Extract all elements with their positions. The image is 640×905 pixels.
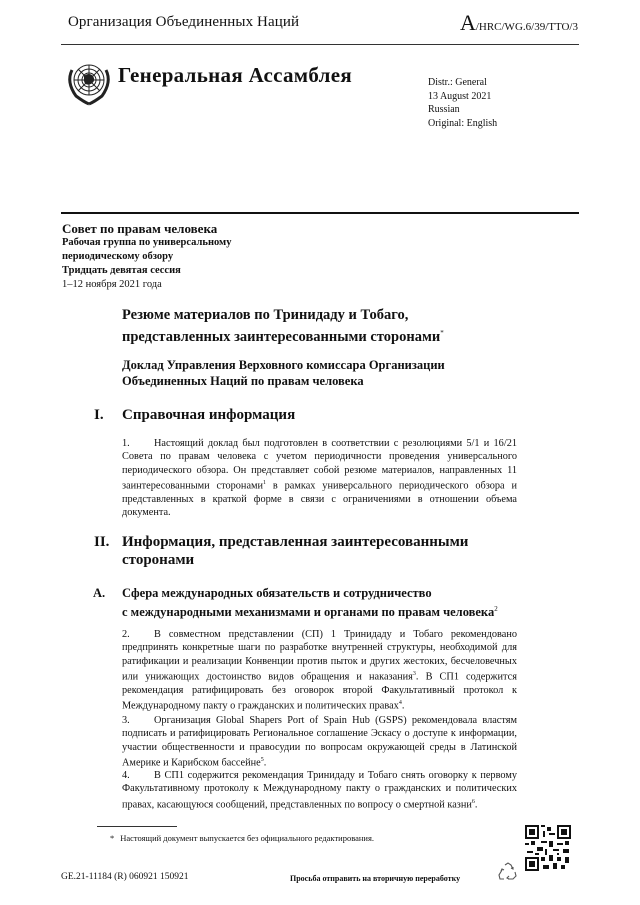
paragraph-text: в рамках универсального периодического обзора и представленных в краткой форме в связи с ограничениями в отношении объема документа. <box>122 480 517 518</box>
document-subtitle <box>122 357 542 389</box>
paragraph-4 <box>122 769 517 811</box>
footnote-ref[interactable]: 1 <box>263 479 267 486</box>
section-number: II. <box>94 534 110 550</box>
symbol-suffix: /HRC/WG.6/39/TTO/3 <box>475 21 578 33</box>
distribution-type: Distr.: General <box>428 77 487 88</box>
subsection-number: A. <box>93 586 106 600</box>
paragraph-text: В совместном представлении (СП) 1 Тринидаду и Тобаго рекомендовано предпринять конкретные шаги по разработке внутренней структуры, необходимой для ратификации и реализации Конвенции против пыток и других жестоких, бесчеловечных или унижающих достоинство видов обращения и наказания <box>122 629 517 683</box>
paragraph-number: 1. <box>122 438 130 449</box>
paragraph-number: 4. <box>122 770 130 781</box>
footnote <box>110 833 374 843</box>
original-language: Original: English <box>428 117 498 129</box>
document-title <box>122 306 542 346</box>
paragraph-number: 3. <box>122 715 130 726</box>
paragraph-1 <box>122 437 517 519</box>
paragraph-text: . В СП1 содержится рекомендация ратифицировать без оговорок второй Факультативный протокол к Международному пакту о гражданских и политических правах <box>122 671 517 712</box>
footnote-ref[interactable]: 5 <box>260 756 264 763</box>
session-dates: 1–12 ноября 2021 года <box>62 279 162 290</box>
paragraph-text: . <box>401 700 405 712</box>
document-symbol <box>460 10 578 36</box>
recycle-notice: Просьба отправить на вторичную переработку <box>290 874 461 883</box>
paragraph-text: Организация Global Shapers Port of Spain Hub (GSPS) рекомендовала властям подписать и ратифицировать Региональное соглашение Эскасу о доступе к информации, участии общественности и правосудии по вопросам окружающей среды в Латинской Америке и Карибском бассейне <box>122 715 517 769</box>
section-number: I. <box>94 407 104 423</box>
distribution-block <box>428 76 497 130</box>
subtitle-line1: Доклад Управления Верховного комиссара Организации <box>122 358 445 372</box>
title-line2: представленных заинтересованными сторонами <box>122 328 441 345</box>
un-emblem-icon <box>64 56 114 106</box>
paragraph-2 <box>122 628 517 713</box>
section-title: Информация, представленная заинтересованными сторонами <box>122 534 469 568</box>
paragraph-3 <box>122 714 517 770</box>
masthead-divider <box>61 212 579 214</box>
footnote-divider <box>97 826 177 827</box>
paragraph-text: . <box>474 799 478 811</box>
footnote-mark: * <box>110 833 115 843</box>
issue-date: 13 August 2021 <box>428 90 492 102</box>
footnote-ref[interactable]: 4 <box>398 699 402 706</box>
qr-code-icon[interactable] <box>525 825 571 871</box>
body-title: Генеральная Ассамблея <box>118 63 353 87</box>
recycle-icon <box>496 860 520 884</box>
footnote-ref[interactable]: 6 <box>471 798 475 805</box>
section-heading-1 <box>94 406 296 424</box>
section-title: Справочная информация <box>122 407 296 423</box>
organization-name: Организация Объединенных Наций <box>68 14 300 30</box>
subsection-heading-a <box>93 585 562 620</box>
council-name: Совет по правам человека <box>62 221 218 236</box>
symbol-prefix: A <box>459 10 476 35</box>
paragraph-text: Настоящий доклад был подготовлен в соответствии с резолюциями 5/1 и 16/21 Совета по правам человека с учетом периодичности проведения универсального периодического обзора. Он представляет собой резюме материалов, направленных 11 заинтересованными сторонами <box>122 438 517 492</box>
title-footnote-mark[interactable]: * <box>440 329 444 337</box>
subsection-line2: с международными механизмами и органами по правам человека <box>122 605 495 620</box>
paragraph-text: . <box>263 757 267 769</box>
subtitle-line2: Объединенных Наций по правам человека <box>122 374 364 388</box>
footnote-ref[interactable]: 2 <box>494 605 498 613</box>
footnote-ref[interactable]: 3 <box>412 670 416 677</box>
job-number: GE.21-11184 (R) 060921 150921 <box>61 872 189 882</box>
council-block <box>62 222 231 292</box>
language: Russian <box>428 104 460 115</box>
subsection-line1: Сфера международных обязательств и сотрудничество <box>122 586 432 600</box>
section-heading-2 <box>94 533 522 569</box>
session-name: Тридцать девятая сессия <box>62 265 181 276</box>
paragraph-number: 2. <box>122 629 130 640</box>
working-group-line1: Рабочая группа по универсальному <box>62 237 232 248</box>
footnote-text: Настоящий документ выпускается без официального редактирования. <box>120 833 375 843</box>
title-line1: Резюме материалов по Тринидаду и Тобаго, <box>122 307 409 323</box>
working-group-line2: периодическому обзору <box>62 251 174 262</box>
paragraph-text: В СП1 содержится рекомендация Тринидаду и Тобаго снять оговорку к первому Факультативному протоколу к Международному пакту о гражданских и политических правах, касающуюся сообщений, представленных по вопросу о смертной казни <box>122 770 517 811</box>
header-divider <box>61 44 579 45</box>
